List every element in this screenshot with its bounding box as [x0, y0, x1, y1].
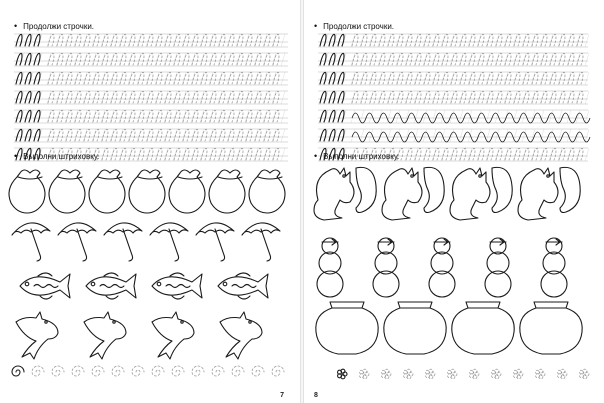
- sample-letters: [16, 53, 40, 65]
- page-number-right: 8: [314, 392, 318, 399]
- pot-outline: [452, 302, 514, 354]
- page-number-left: 7: [280, 392, 284, 399]
- squirrel-tail: [356, 167, 376, 212]
- flower-petal: [580, 374, 584, 378]
- dolphin-eye: [249, 321, 251, 323]
- page-right: [304, 0, 604, 403]
- page-left: [0, 0, 300, 403]
- spiral-element: [212, 366, 224, 376]
- flower-petal: [407, 369, 411, 373]
- dolphin-eye: [113, 321, 115, 323]
- flower-petal: [385, 369, 389, 373]
- flower-petal: [382, 374, 386, 378]
- bag-outline: [89, 170, 125, 213]
- flower-petal: [360, 374, 364, 378]
- trace-letters: [352, 53, 583, 65]
- umbrella-handle: [123, 229, 133, 261]
- spiral-element: [32, 366, 44, 376]
- flower-petal: [470, 374, 474, 378]
- sample-letters: [320, 110, 344, 122]
- squirrel-outline: [382, 168, 422, 220]
- dolphin-outline: [16, 312, 58, 359]
- snowman-base: [541, 271, 567, 297]
- dolphins-row: [6, 308, 296, 356]
- spiral-element: [92, 366, 104, 376]
- umbrella-handle: [77, 229, 87, 261]
- umbrella-handle: [169, 229, 179, 261]
- spiral-element: [252, 366, 264, 376]
- sample-letters: [16, 129, 40, 141]
- bag-outline: [209, 170, 245, 213]
- sample-letters: [320, 53, 344, 65]
- snowman-base: [317, 271, 343, 297]
- trace-letters: [48, 110, 279, 122]
- fish-eye: [25, 282, 29, 286]
- flower-petal: [517, 369, 521, 373]
- umbrellas-row: [6, 215, 296, 265]
- spiral-element: [232, 366, 244, 376]
- sample-letters: [320, 129, 344, 141]
- trace-letters: [48, 34, 279, 46]
- squirrel-eye: [547, 175, 549, 177]
- pot-outline: [520, 302, 582, 354]
- bags-row: [6, 163, 296, 213]
- squirrel-outline: [314, 168, 354, 220]
- trace-letters: [352, 34, 583, 46]
- squirrel-tail: [492, 167, 512, 212]
- snowman-base: [485, 271, 511, 297]
- flower-petal: [558, 374, 562, 378]
- heading-continue-lines-right: • Продолжи строчки.: [314, 21, 395, 31]
- flower-petal: [536, 374, 540, 378]
- flower-petal: [495, 369, 499, 373]
- spiral-element: [132, 366, 144, 376]
- flower-petal: [561, 369, 565, 373]
- heading-hatching-right: • Выполни штриховку.: [314, 151, 400, 161]
- flower-petal: [492, 374, 496, 378]
- bag-outline: [129, 170, 165, 213]
- pot-outline: [316, 302, 378, 354]
- spiral-element: [52, 366, 64, 376]
- snowman-base: [429, 271, 455, 297]
- fish-wave: [34, 285, 58, 288]
- snowman-base: [373, 271, 399, 297]
- flower-trace-line: [308, 364, 598, 384]
- flower-petal: [426, 374, 430, 378]
- umbrella-handle: [261, 229, 271, 261]
- spiral-element: [152, 366, 164, 376]
- squirrel-eye: [343, 175, 345, 177]
- sample-letters: [320, 91, 344, 103]
- squirrel-outline: [518, 168, 558, 220]
- flower-petal: [583, 369, 587, 373]
- bag-outline: [249, 170, 285, 213]
- trace-letters: [48, 72, 279, 84]
- flower-petal: [404, 374, 408, 378]
- bag-outline: [169, 170, 205, 213]
- squirrel-eye: [479, 175, 481, 177]
- spiral-element: [272, 366, 284, 376]
- copybook-lines-left: [0, 30, 300, 165]
- flower-petal: [429, 369, 433, 373]
- flower-petal: [363, 369, 367, 373]
- trace-letters: [352, 91, 583, 103]
- bag-outline: [49, 170, 85, 213]
- trace-letters: [48, 53, 279, 65]
- dolphin-outline: [84, 312, 126, 359]
- bag-outline: [9, 170, 45, 213]
- fish-row: [6, 268, 296, 308]
- squirrel-tail: [424, 167, 444, 212]
- sample-letters: [320, 34, 344, 46]
- sample-letters: [16, 91, 40, 103]
- squirrels-row: [308, 160, 598, 230]
- spiral-element: [172, 366, 184, 376]
- squirrel-tail: [560, 167, 580, 212]
- fish-eye: [91, 282, 95, 286]
- pot-outline: [384, 302, 446, 354]
- umbrella-handle: [31, 229, 41, 261]
- fish-eye: [223, 282, 227, 286]
- flower-petal: [448, 374, 452, 378]
- sample-letters: [16, 110, 40, 122]
- snowmen-row: [308, 236, 598, 296]
- squirrel-outline: [450, 168, 490, 220]
- flower-petal: [539, 369, 543, 373]
- spiral-trace-line: [6, 362, 296, 382]
- fish-eye: [157, 282, 161, 286]
- pots-row: [308, 296, 598, 358]
- heading-continue-lines-left: • Продолжи строчки.: [14, 21, 95, 31]
- sample-letters: [16, 34, 40, 46]
- copybook-lines-right: [304, 30, 600, 165]
- fish-wave: [100, 285, 124, 288]
- trace-letters: [48, 91, 279, 103]
- fish-wave: [166, 285, 190, 288]
- flower-petal: [473, 369, 477, 373]
- squirrel-eye: [411, 175, 413, 177]
- heading-hatching-left: • Выполни штриховку.: [14, 151, 100, 161]
- spiral-element: [112, 366, 124, 376]
- sample-letters: [320, 72, 344, 84]
- flower-petal: [451, 369, 455, 373]
- dolphin-eye: [45, 321, 47, 323]
- spiral-element: [72, 366, 84, 376]
- spiral-element: [192, 366, 204, 376]
- trace-letters: [352, 72, 583, 84]
- spiral-element: [12, 366, 24, 376]
- flower-petal: [514, 374, 518, 378]
- trace-letters: [48, 129, 279, 141]
- dolphin-outline: [220, 312, 262, 359]
- umbrella-handle: [215, 229, 225, 261]
- dolphin-outline: [152, 312, 194, 359]
- fish-wave: [232, 285, 256, 288]
- sample-letters: [16, 72, 40, 84]
- dolphin-eye: [181, 321, 183, 323]
